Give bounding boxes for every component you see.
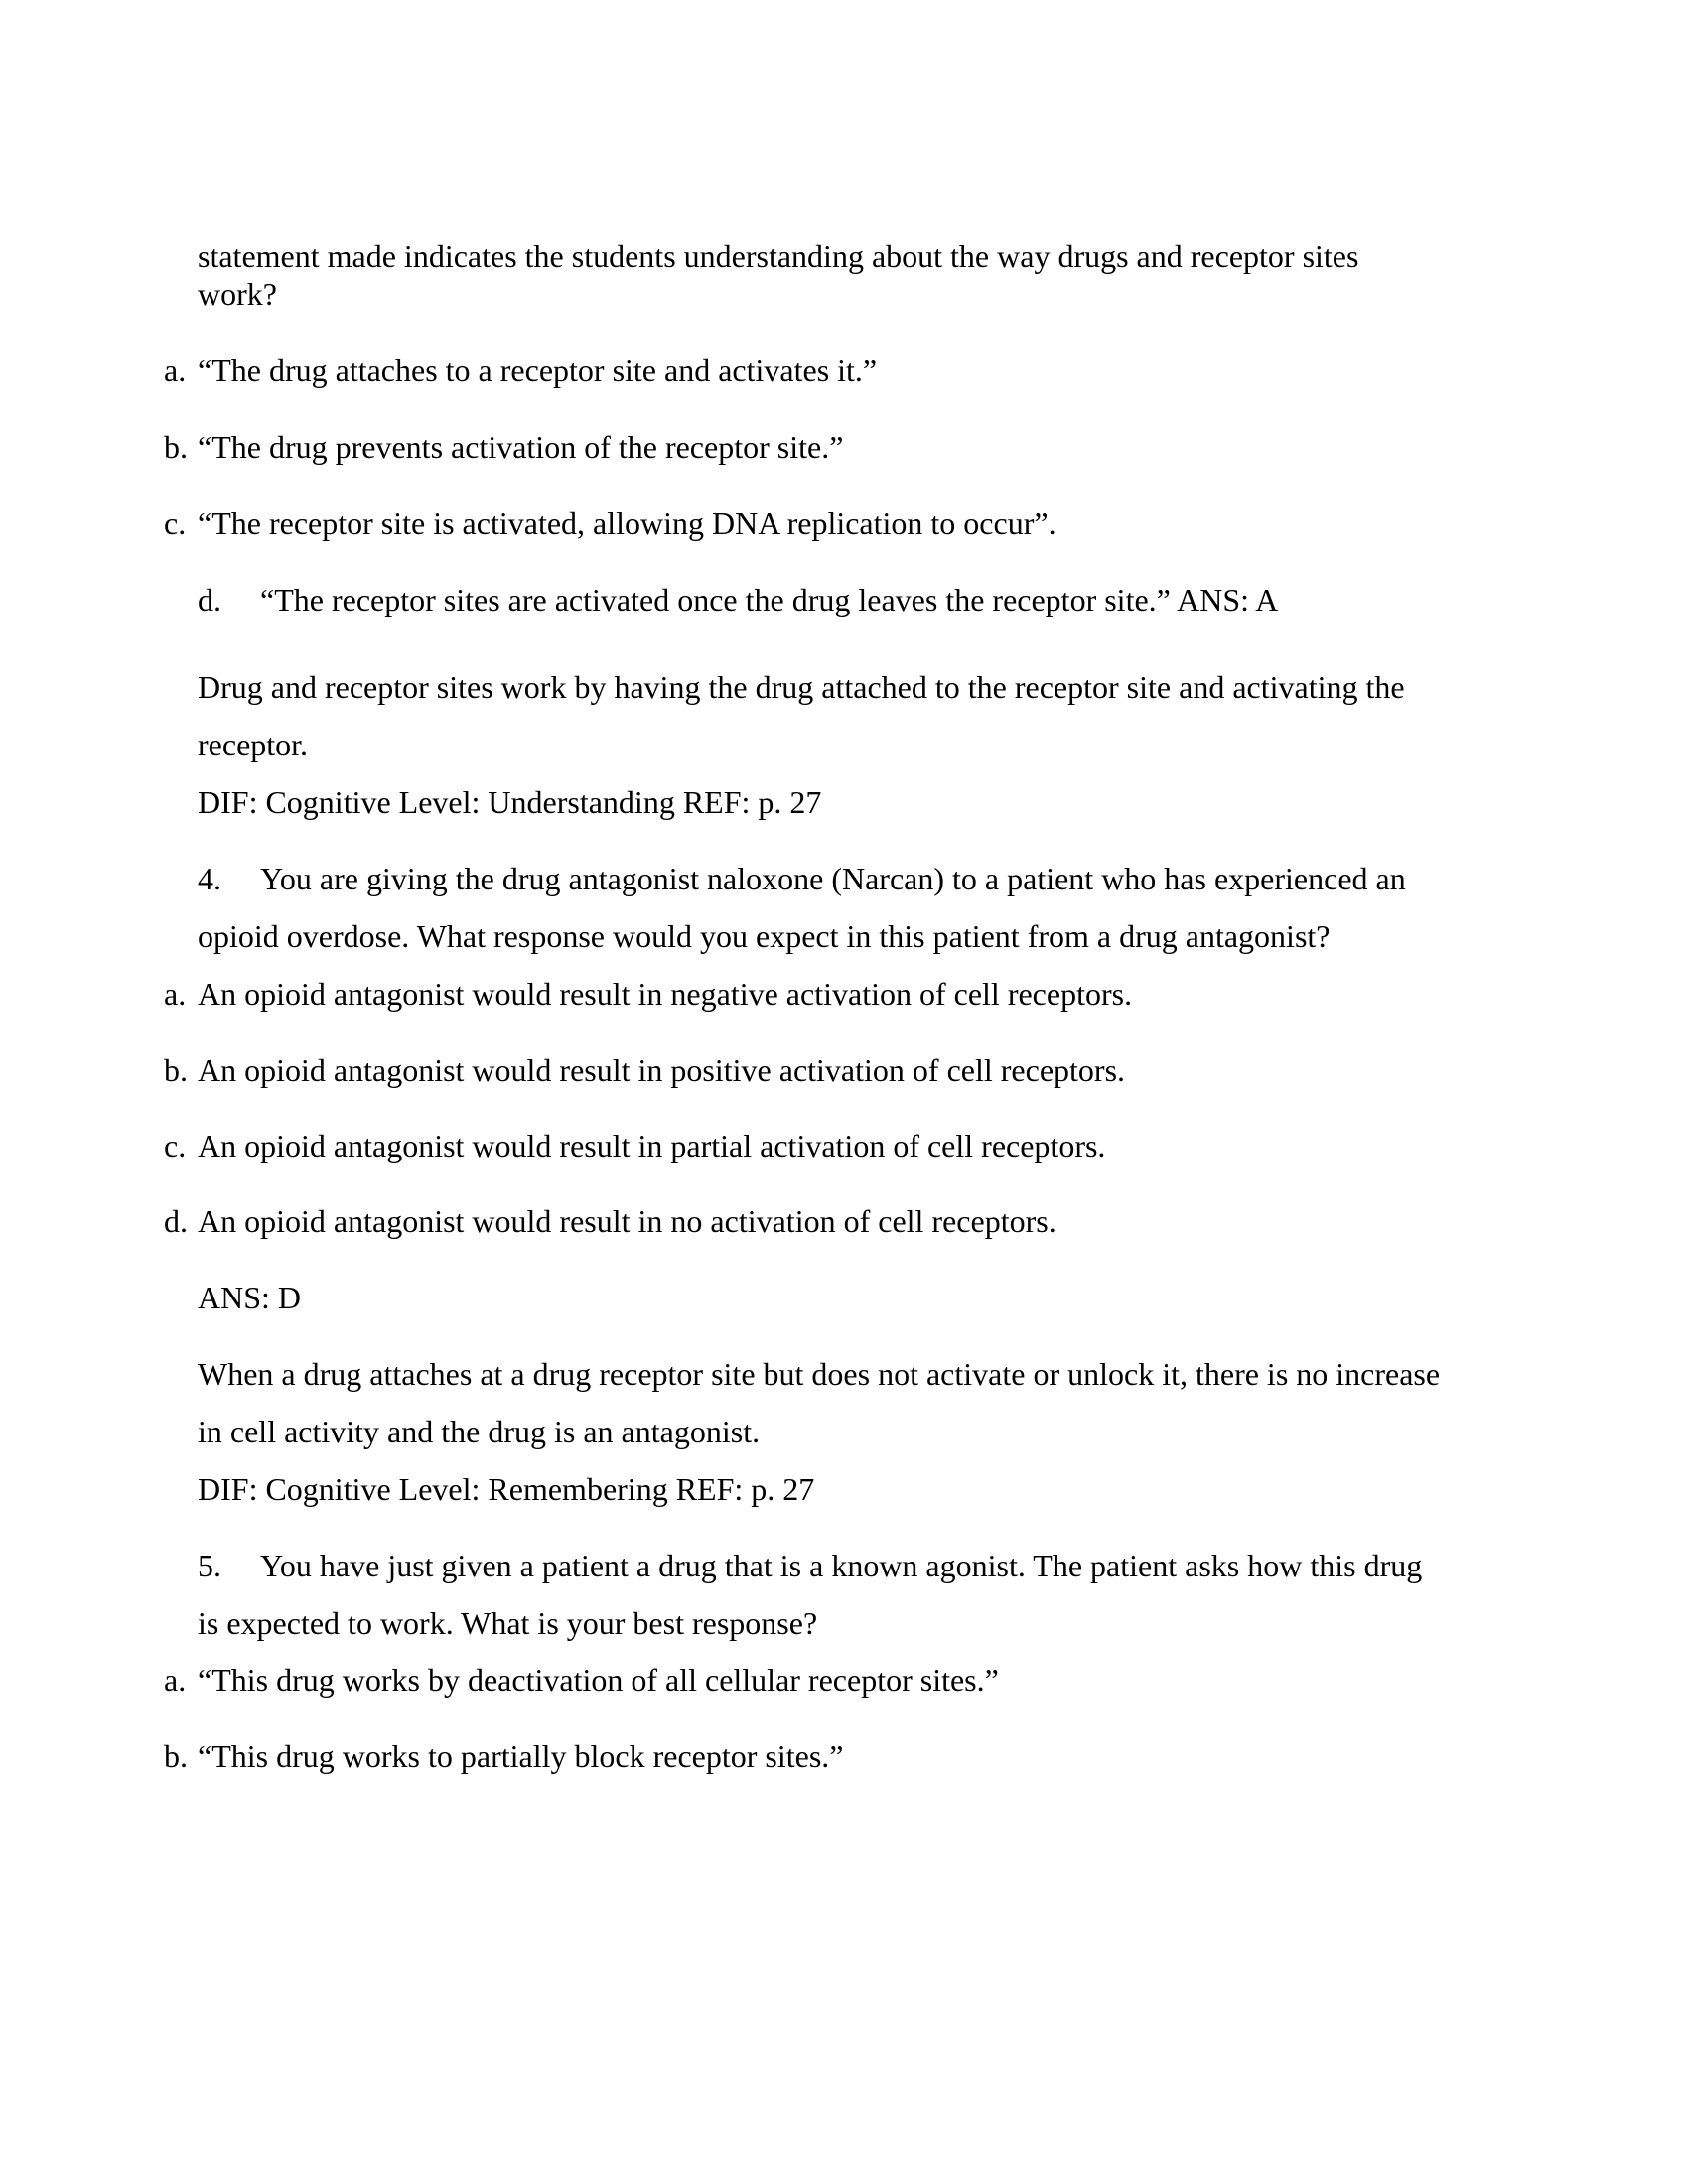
option-marker: d. <box>198 582 221 617</box>
option-text: An opioid antagonist would result in negative activation of cell receptors. <box>198 976 1133 1012</box>
question-number: 4. <box>198 861 221 896</box>
question-number: 5. <box>198 1548 221 1583</box>
question-4-stem-line-1: You are giving the drug antagonist naloxone (Narcan) to a patient who has experienced an <box>260 861 1406 896</box>
option-marker: a. <box>164 1662 187 1698</box>
option-marker: d. <box>164 1203 188 1239</box>
question-3-stem-line-1: statement made indicates the students understanding about the way drugs and receptor sites <box>198 238 1359 274</box>
option-text: An opioid antagonist would result in no activation of cell receptors. <box>198 1203 1056 1239</box>
option-text: “The drug prevents activation of the receptor site.” <box>198 429 844 465</box>
option-marker: a. <box>164 352 187 388</box>
question-5-stem-line-1: You have just given a patient a drug that is a known agonist. The patient asks how this drug <box>260 1548 1423 1583</box>
question-3-rationale-line-1: Drug and receptor sites work by having the drug attached to the receptor site and activating the <box>198 669 1405 705</box>
question-4-rationale-line-2: in cell activity and the drug is an antagonist. <box>198 1414 761 1449</box>
question-3-stem-line-2: work? <box>198 276 277 312</box>
question-4-stem-line-2: opioid overdose. What response would you expect in this patient from a drug antagonist? <box>198 918 1331 954</box>
question-3-dif: DIF: Cognitive Level: Understanding REF: p. 27 <box>198 784 822 820</box>
question-5-stem-line-2: is expected to work. What is your best response? <box>198 1605 818 1641</box>
option-text: An opioid antagonist would result in partial activation of cell receptors. <box>198 1128 1106 1163</box>
option-marker: b. <box>164 1738 188 1774</box>
question-4-rationale-line-1: When a drug attaches at a drug receptor site but does not activate or unlock it, there is no increase <box>198 1356 1441 1392</box>
option-text: “The receptor sites are activated once the drug leaves the receptor site.” ANS: A <box>260 582 1279 617</box>
option-text: “The drug attaches to a receptor site and activates it.” <box>198 352 878 388</box>
option-text: “This drug works by deactivation of all cellular receptor sites.” <box>198 1662 999 1698</box>
option-text: “The receptor site is activated, allowing DNA replication to occur”. <box>198 505 1056 541</box>
option-marker: b. <box>164 429 188 465</box>
option-marker: c. <box>164 1128 187 1163</box>
question-4-answer: ANS: D <box>198 1280 302 1315</box>
option-marker: a. <box>164 976 187 1012</box>
option-marker: b. <box>164 1052 188 1088</box>
option-text: An opioid antagonist would result in positive activation of cell receptors. <box>198 1052 1126 1088</box>
option-text: “This drug works to partially block receptor sites.” <box>198 1738 844 1774</box>
option-marker: c. <box>164 505 187 541</box>
question-4-dif: DIF: Cognitive Level: Remembering REF: p. 27 <box>198 1471 815 1507</box>
question-3-rationale-line-2: receptor. <box>198 727 309 762</box>
